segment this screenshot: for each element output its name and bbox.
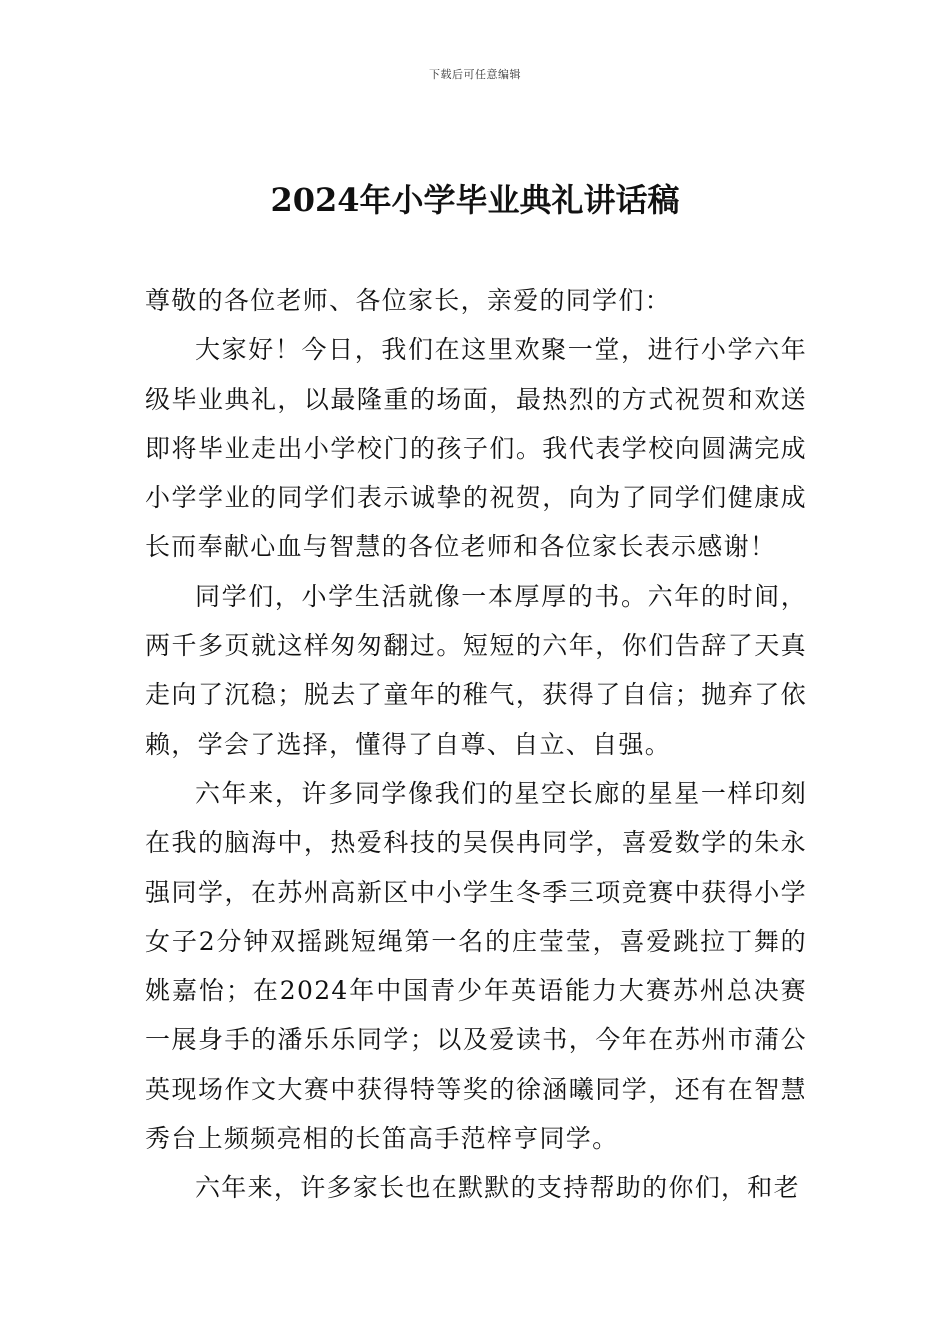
salutation: 尊敬的各位老师、各位家长，亲爱的同学们： bbox=[145, 286, 672, 315]
document-body bbox=[145, 276, 807, 1213]
paragraph-school-life: 同学们，小学生活就像一本厚厚的书。六年的时间，两千多页就这样匆匆翻过。短短的六年，你们告辞了天真走向了沉稳；脱去了童年的稚气，获得了自信；抛弃了依赖，学会了选择，懂得了自尊、自立、自强。 bbox=[145, 581, 807, 759]
document-title: 2024年小学毕业典礼讲话稿 bbox=[270, 181, 680, 219]
header-note: 下载后可任意编辑 bbox=[429, 68, 521, 81]
paragraph-parents: 六年来，许多家长也在默默的支持帮助的你们，和老 bbox=[195, 1173, 800, 1203]
paragraph-students: 六年来，许多同学像我们的星空长廊的星星一样印刻在我的脑海中，热爱科技的吴俣冉同学，喜爱数学的朱永强同学，在苏州高新区中小学生冬季三项竞赛中获得小学女子2分钟双摇跳短绳第一名的庄莹莹，喜爱跳拉丁舞的姚嘉怡；在2024年中国青少年英语能力大赛苏州总决赛一展身手的潘乐乐同学；以及爱读书，今年在苏州市蒲公英现场作文大赛中获得特等奖的徐涵曦同学，还有在智慧秀台上频频亮相的长笛高手范梓亨同学。 bbox=[145, 778, 807, 1154]
paragraph-greeting: 大家好！今日，我们在这里欢聚一堂，进行小学六年级毕业典礼，以最隆重的场面，最热烈的方式祝贺和欢送即将毕业走出小学校门的孩子们。我代表学校向圆满完成小学学业的同学们表示诚挚的祝贺，向为了同学们健康成长而奉献心血与智慧的各位老师和各位家长表示感谢！ bbox=[145, 335, 807, 562]
